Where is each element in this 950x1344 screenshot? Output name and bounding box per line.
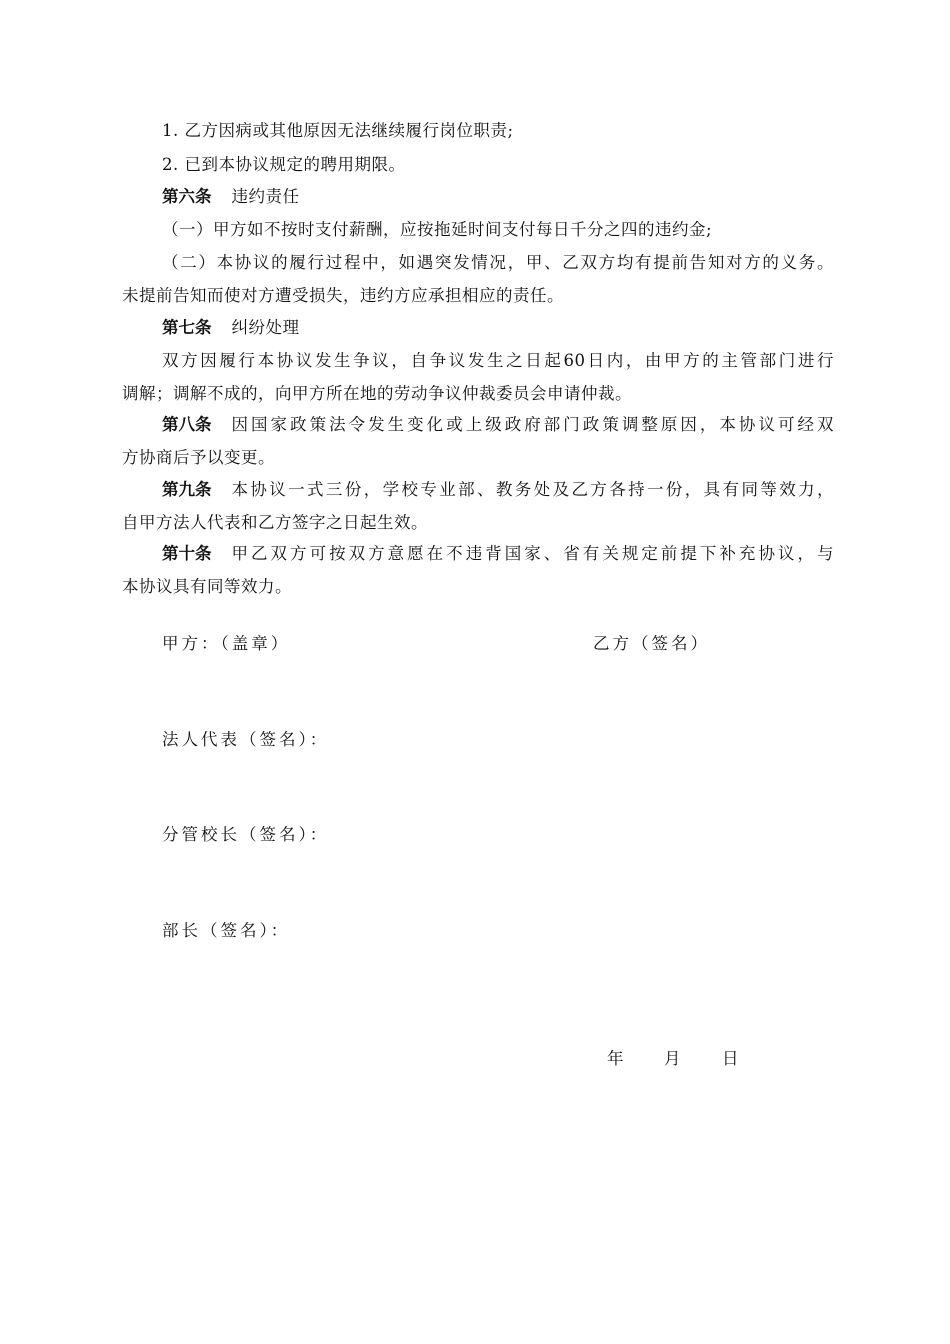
article-7-title: 纠纷处理: [231, 318, 300, 337]
date-day-label: 日: [722, 1049, 739, 1068]
article-9-text: 本协议一式三份，学校专业部、教务处及乙方各持一份，具有同等效力，: [231, 480, 834, 499]
article-6-heading-line: [162, 186, 300, 208]
article-6-title: 违约责任: [231, 187, 300, 206]
article-6-number: 第六条: [162, 187, 212, 206]
article-6-para-2-line-2: 未提前告知而使对方遭受损失，违约方应承担相应的责任。: [122, 286, 564, 305]
vice-principal-signature-label: 分管校长（签名）：: [162, 825, 330, 844]
article-6-para-2-line-1: （二）本协议的履行过程中，如遇突发情况，甲、乙双方均有提前告知对方的义务。: [162, 253, 834, 272]
article-10-text: 甲乙双方可按双方意愿在不违背国家、省有关规定前提下补充协议，与: [231, 544, 834, 563]
article-7-para-line-2: 调解；调解不成的，向甲方所在地的劳动争议仲裁委员会申请仲裁。: [122, 384, 632, 403]
department-head-signature-label: 部长（签名）：: [162, 921, 291, 940]
clause-item-1: 1. 乙方因病或其他原因无法继续履行岗位职责;: [162, 121, 514, 140]
article-10-line-1: [162, 543, 834, 565]
article-9-number: 第九条: [162, 480, 212, 499]
article-7-heading-line: [162, 317, 300, 339]
party-b-signature-label: 乙方（签名）: [593, 634, 710, 653]
clause-item-2: 2. 已到本协议规定的聘用期限。: [162, 155, 406, 174]
article-8-line-1: [162, 414, 834, 436]
date-year-label: 年: [607, 1049, 624, 1068]
article-6-para-1: （一）甲方如不按时支付薪酬，应按拖延时间支付每日千分之四的违约金;: [162, 220, 713, 239]
article-10-number: 第十条: [162, 544, 212, 563]
article-10-line-2: 本协议具有同等效力。: [122, 577, 292, 596]
article-9-line-2: 自甲方法人代表和乙方签字之日起生效。: [122, 513, 428, 532]
date-month-label: 月: [664, 1049, 681, 1068]
article-9-line-1: [162, 479, 834, 501]
article-7-para-line-1: 双方因履行本协议发生争议，自争议发生之日起60日内，由甲方的主管部门进行: [162, 351, 834, 370]
article-8-text: 因国家政策法令发生变化或上级政府部门政策调整原因，本协议可经双: [231, 415, 834, 434]
article-8-number: 第八条: [162, 415, 212, 434]
legal-representative-signature-label: 法人代表（签名）：: [162, 730, 330, 749]
party-a-seal-label: 甲方：（盖章）: [162, 634, 291, 653]
article-7-number: 第七条: [162, 318, 212, 337]
article-8-line-2: 方协商后予以变更。: [122, 448, 275, 467]
